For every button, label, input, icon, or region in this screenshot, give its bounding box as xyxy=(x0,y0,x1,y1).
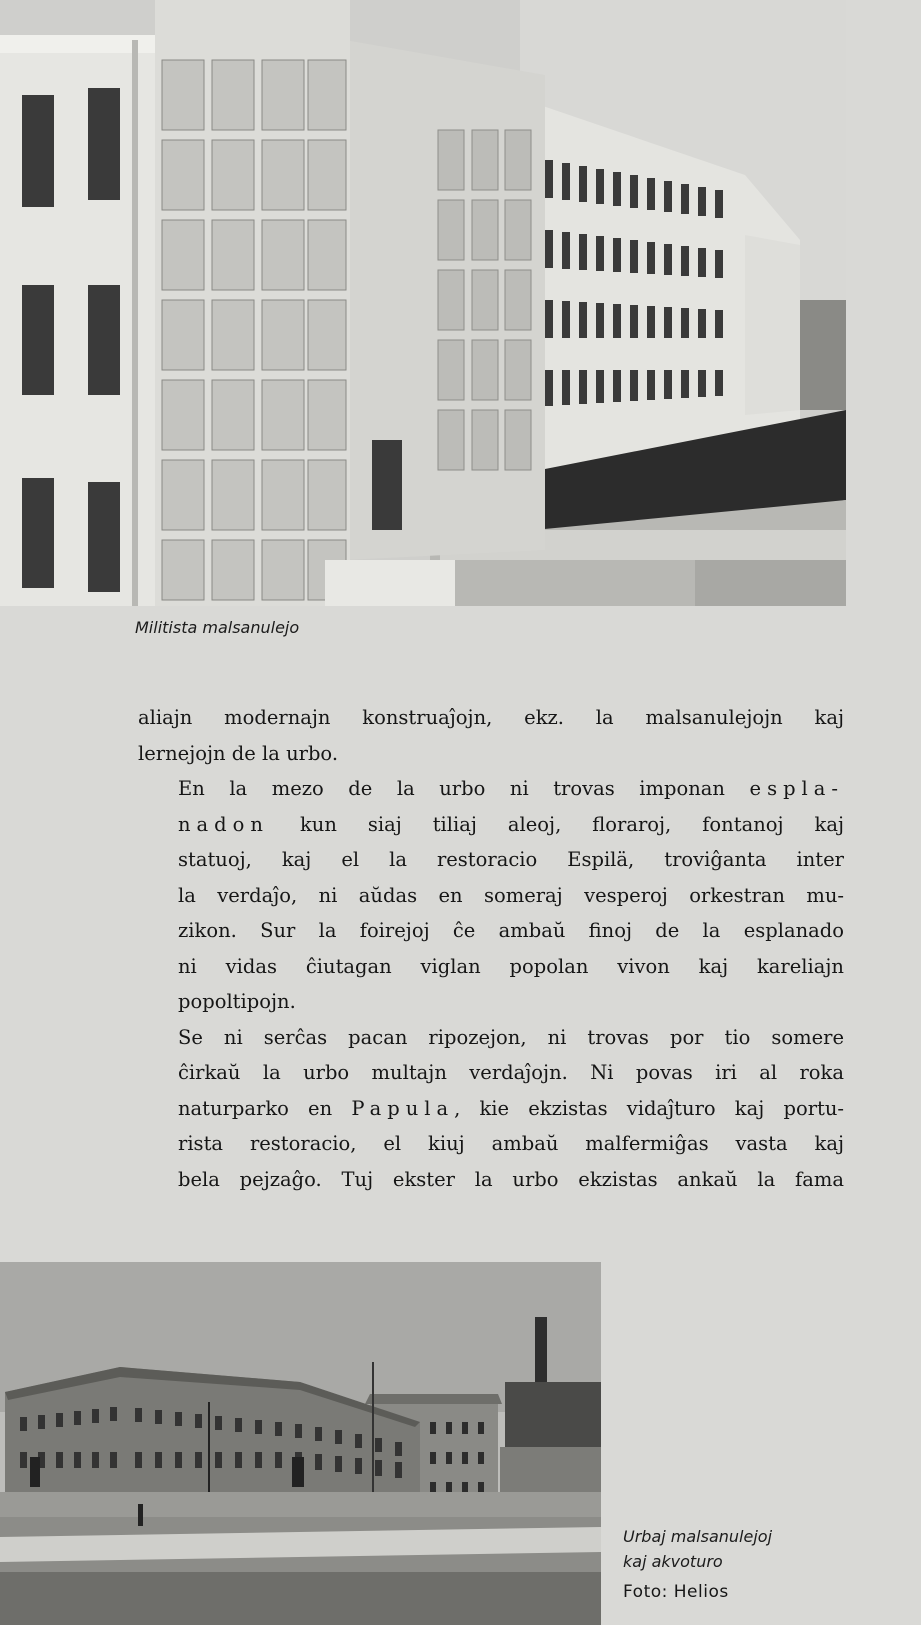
caption-line: Urbaj malsanulejoj xyxy=(623,1527,773,1546)
spaced-word: espla- xyxy=(749,777,845,800)
city-hospitals-photo xyxy=(0,1262,601,1625)
text-line: naturparko en Papula, kie ekzistas vidaĵturo kaj portu- xyxy=(178,1096,844,1120)
spaced-word: Papula xyxy=(351,1096,455,1120)
text-line: la verdaĵo, ni aŭdas en someraj vesperoj orkestran mu- xyxy=(178,883,844,907)
text-line: lernejojn de la urbo. xyxy=(138,741,339,765)
text-line: statuoj, kaj el la restoracio Espilä, troviĝanta inter xyxy=(178,848,844,871)
text-line: Se ni serĉas pacan ripozejon, ni trovas por tio somere xyxy=(178,1025,844,1049)
spaced-word: nadon xyxy=(178,812,269,836)
text-line: rista restoracio, el kiuj ambaŭ malfermiĝas vasta kaj xyxy=(178,1132,844,1155)
article-body xyxy=(138,700,844,1197)
text-line: popoltipojn. xyxy=(178,990,296,1013)
military-hospital-photo xyxy=(0,0,846,606)
text-line: bela pejzaĝo. Tuj ekster la urbo ekzistas ankaŭ la fama xyxy=(178,1167,844,1191)
top-photo-caption: Militista malsanulejo xyxy=(135,618,300,637)
paragraph-1 xyxy=(138,700,844,771)
caption-line: kaj akvoturo xyxy=(623,1552,723,1571)
paragraph-3 xyxy=(138,1020,844,1198)
paragraph-2 xyxy=(138,771,844,1020)
text-line: zikon. Sur la foirejoj ĉe ambaŭ finoj de la esplanado xyxy=(178,919,844,942)
text-line: ĉirkaŭ la urbo multajn verdaĵojn. Ni povas iri al roka xyxy=(178,1061,844,1084)
text-line: aliajn modernajn konstruaĵojn, ekz. la malsanulejojn kaj xyxy=(138,706,844,729)
photo-credit: Foto: Helios xyxy=(623,1582,729,1602)
text-line: nadon kun siaj tiliaj aleoj, floraroj, fontanoj kaj xyxy=(178,812,844,836)
text-line: En la mezo de la urbo ni trovas imponan espla- xyxy=(178,777,845,800)
text-line: ni vidas ĉiutagan viglan popolan vivon kaj kareliajn xyxy=(178,954,844,978)
bottom-photo-caption xyxy=(623,1524,813,1574)
